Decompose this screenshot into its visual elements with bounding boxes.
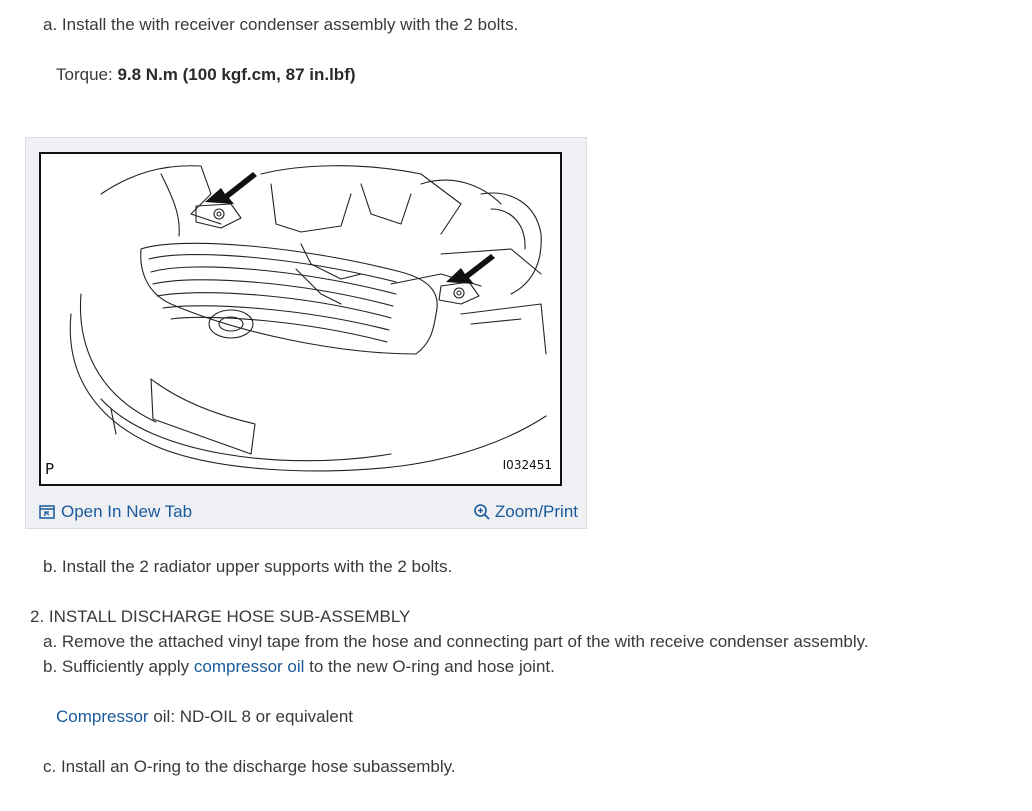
item-b-prefix: b. Sufficiently apply: [43, 657, 194, 676]
figure-actions: [26, 498, 586, 528]
item-b-suffix: to the new O-ring and hose joint.: [304, 657, 555, 676]
radiator-support-diagram: [41, 154, 560, 484]
torque-label: Torque:: [56, 65, 118, 84]
open-in-new-tab-icon: [39, 505, 55, 519]
step-a-text: a. Install the with receiver condenser assembly with the 2 bolts.: [43, 15, 519, 34]
compressor-spec-text: oil: ND-OIL 8 or equivalent: [148, 707, 354, 726]
torque-value: 9.8 N.m (100 kgf.cm, 87 in.lbf): [117, 65, 356, 84]
zoom-print-label[interactable]: Zoom/Print: [494, 502, 578, 521]
step-b-text: b. Install the 2 radiator upper supports with the 2 bolts.: [43, 557, 453, 576]
section-2-heading: 2. INSTALL DISCHARGE HOSE SUB-ASSEMBLY: [30, 607, 411, 626]
section-2-item-c: c. Install an O-ring to the discharge hose subassembly.: [43, 757, 456, 776]
figure-letter: P: [45, 460, 55, 478]
figure-code: I032451: [502, 458, 552, 472]
figure-illustration[interactable]: [39, 152, 562, 486]
section-2-item-a: a. Remove the attached vinyl tape from the hose and connecting part of the with receive condenser assembly.: [43, 632, 869, 651]
compressor-link[interactable]: Compressor: [56, 707, 149, 726]
torque-spec: [56, 64, 356, 86]
compressor-oil-spec: [56, 706, 353, 728]
section-2-item-b: [43, 656, 555, 678]
figure-card: [25, 137, 587, 529]
zoom-in-icon: [473, 503, 491, 521]
open-new-tab-link[interactable]: [39, 502, 192, 522]
pointer-arrow-icon: [446, 254, 495, 284]
compressor-oil-link[interactable]: compressor oil: [193, 657, 305, 676]
open-new-tab-label[interactable]: Open In New Tab: [61, 502, 193, 521]
pointer-arrow-icon: [205, 172, 257, 204]
zoom-print-link[interactable]: [473, 502, 578, 522]
